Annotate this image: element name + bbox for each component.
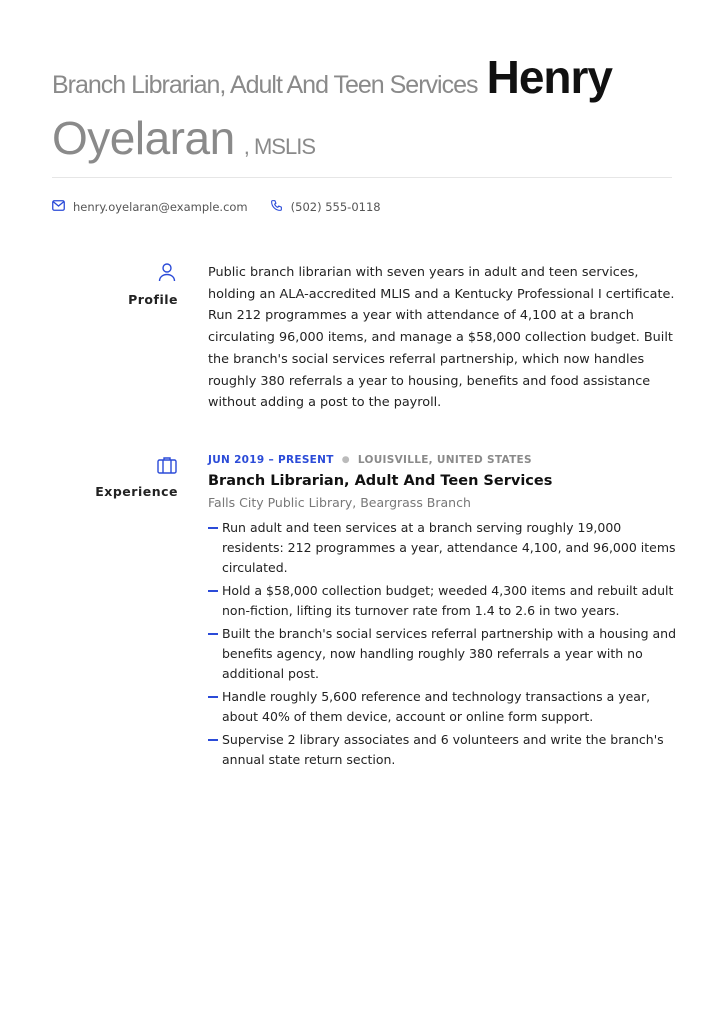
job-bullets bbox=[208, 518, 678, 770]
contact-email[interactable] bbox=[52, 200, 248, 214]
name-line bbox=[52, 113, 672, 174]
job-role: Branch Librarian, Adult And Teen Services bbox=[208, 473, 553, 489]
phone-icon bbox=[270, 199, 291, 215]
header-divider bbox=[52, 177, 672, 178]
employer: Falls City Public Library, Beargrass Branch bbox=[208, 495, 471, 510]
briefcase-icon bbox=[157, 456, 177, 478]
dash-bullet-icon bbox=[208, 527, 218, 529]
last-name: Oyelaran bbox=[52, 112, 235, 164]
user-icon bbox=[158, 262, 176, 286]
phone-text: (502) 555-0118 bbox=[290, 200, 381, 214]
job-entry bbox=[208, 454, 678, 773]
profile-summary: Public branch librarian with seven years in adult and teen services, holding an ALA-accredited MLIS and a Kentucky Professional I certificate. Run 212 programmes a year with attendance of 4,100 at a branch circulating 96,000 items, and manage a $58,000 collection budget. Built the branch's social services referral partnership, which now handles roughly 380 referrals a year to housing, benefits and food assistance without adding a post to the payroll. bbox=[208, 265, 675, 411]
credential: , MSLIS bbox=[243, 134, 315, 159]
bullet-text: Supervise 2 library associates and 6 volunteers and write the branch's annual state return section. bbox=[222, 732, 664, 767]
list-item bbox=[208, 624, 678, 684]
envelope-icon bbox=[52, 200, 73, 214]
experience-label: Experience bbox=[95, 484, 178, 499]
dash-bullet-icon bbox=[208, 696, 218, 698]
bullet-text: Run adult and teen services at a branch serving roughly 19,000 residents: 212 programmes a year, attendance 4,100, and 96,000 items circulated. bbox=[222, 520, 676, 575]
bullet-text: Handle roughly 5,600 reference and technology transactions a year, about 40% of them device, account or online form support. bbox=[222, 689, 651, 724]
meta-separator-dot: ● bbox=[341, 455, 350, 465]
job-meta bbox=[208, 454, 678, 466]
dash-bullet-icon bbox=[208, 739, 218, 741]
contact-bar bbox=[52, 199, 403, 215]
dash-bullet-icon bbox=[208, 590, 218, 592]
dash-bullet-icon bbox=[208, 633, 218, 635]
list-item bbox=[208, 687, 678, 727]
first-name: Henry bbox=[486, 51, 612, 103]
profile-label: Profile bbox=[128, 292, 178, 307]
profile-content bbox=[208, 262, 678, 414]
contact-phone[interactable] bbox=[270, 199, 381, 215]
list-item bbox=[208, 581, 678, 621]
job-title: Branch Librarian, Adult And Teen Services bbox=[52, 71, 478, 99]
job-location: LOUISVILLE, UNITED STATES bbox=[357, 454, 532, 466]
title-line bbox=[52, 52, 672, 113]
job-dates: JUN 2019 – PRESENT bbox=[208, 454, 334, 466]
list-item bbox=[208, 730, 678, 770]
list-item bbox=[208, 518, 678, 578]
email-text: henry.oyelaran@example.com bbox=[73, 200, 248, 214]
resume-header bbox=[52, 52, 672, 174]
bullet-text: Built the branch's social services referral partnership with a housing and benefits agency, now handling roughly 380 referrals a year with no additional post. bbox=[222, 626, 677, 681]
bullet-text: Hold a $58,000 collection budget; weeded 4,300 items and rebuilt adult non-fiction, lifting its turnover rate from 1.4 to 2.6 in two years. bbox=[222, 583, 674, 618]
